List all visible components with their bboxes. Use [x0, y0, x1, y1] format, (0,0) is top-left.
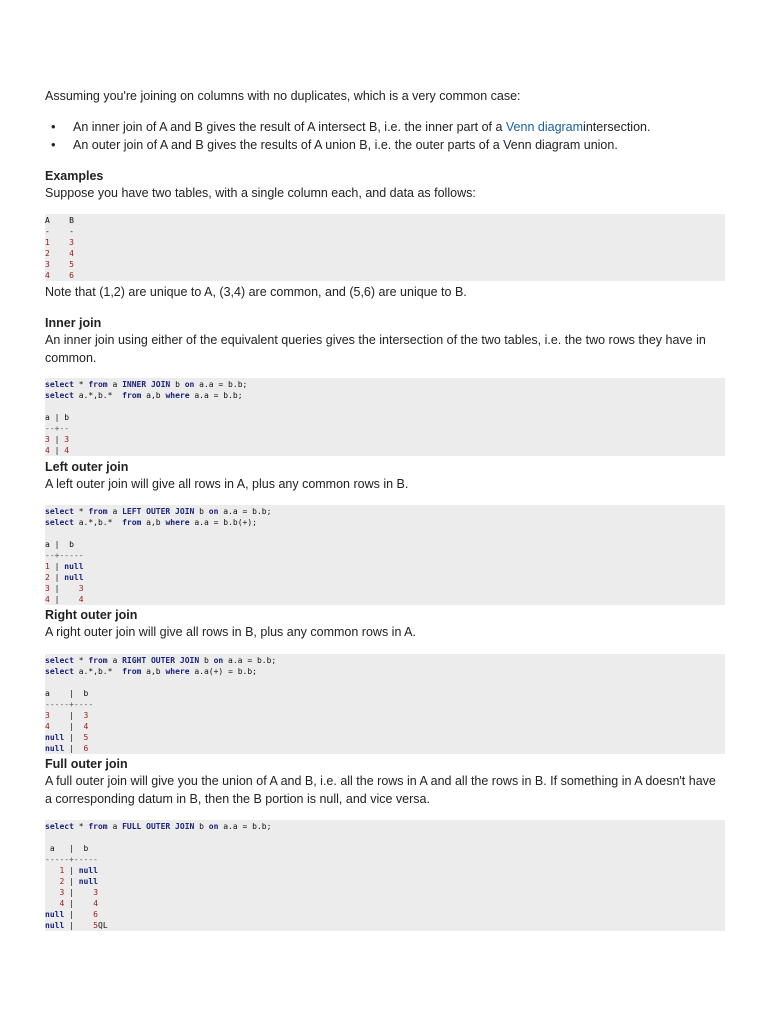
- code-line: 3 | 3: [45, 584, 84, 593]
- full-outer-join-heading: Full outer join: [45, 757, 128, 771]
- code-line: a | b: [45, 844, 89, 853]
- right-outer-join-text: A right outer join will give all rows in B, plus any common rows in A.: [45, 625, 416, 639]
- inner-join-code-block: [45, 378, 725, 456]
- code-line: select * from a INNER JOIN b on a.a = b.b;: [45, 380, 248, 389]
- code-line: null | 6: [45, 744, 89, 753]
- code-line: 3 | 3: [45, 435, 70, 444]
- code-line: 2 | null: [45, 573, 84, 582]
- code-line: null | 6: [45, 910, 98, 919]
- sample-tables-code-block: [45, 214, 725, 281]
- code-line: 4 6: [45, 271, 74, 280]
- code-line: 4 | 4: [45, 446, 70, 455]
- code-line: a | b: [45, 689, 89, 698]
- left-outer-join-text: A left outer join will give all rows in A, plus any common rows in B.: [45, 477, 409, 491]
- code-line: -----+-----: [45, 855, 98, 864]
- code-line: --+--: [45, 424, 70, 433]
- code-line: 2 4: [45, 249, 74, 258]
- uniqueness-note: Note that (1,2) are unique to A, (3,4) are common, and (5,6) are unique to B.: [45, 285, 467, 299]
- examples-heading: Examples: [45, 169, 104, 183]
- bullet-outer-join: [45, 136, 650, 154]
- code-line: select * from a FULL OUTER JOIN b on a.a = b.b;: [45, 822, 272, 831]
- code-line: select a.*,b.* from a,b where a.a = b.b(+);: [45, 518, 257, 527]
- bullet-text-tail: intersection.: [583, 120, 651, 134]
- bullet-text: An outer join of A and B gives the results of A union B, i.e. the outer parts of a Venn diagram union.: [73, 138, 618, 152]
- inner-join-text: An inner join using either of the equivalent queries gives the intersection of the two tables, i.e. the two rows they have in common.: [45, 333, 706, 365]
- bullet-inner-join: [45, 118, 650, 136]
- code-line: 4 | 4: [59, 899, 99, 908]
- code-line: A B: [45, 216, 74, 225]
- code-line: 1 | null: [59, 866, 98, 875]
- code-line: a | b: [45, 413, 70, 422]
- left-outer-join-heading: Left outer join: [45, 460, 129, 474]
- intro-paragraph: Assuming you're joining on columns with no duplicates, which is a very common case:: [45, 89, 521, 103]
- code-line: a | b: [45, 540, 74, 549]
- inner-join-heading: Inner join: [45, 316, 102, 330]
- code-line: -----+----: [45, 700, 94, 709]
- right-outer-join-code-block: [45, 654, 725, 754]
- code-line: --+-----: [45, 551, 84, 560]
- venn-diagram-link[interactable]: Venn diagram: [505, 120, 584, 134]
- left-outer-join-code-block: [45, 505, 725, 605]
- code-line: null | 5QL: [45, 921, 108, 930]
- code-line: 2 | null: [59, 877, 98, 886]
- code-line: 4 | 4: [45, 722, 89, 731]
- join-bullet-list: [45, 118, 650, 154]
- code-line: 3 | 3: [45, 711, 89, 720]
- code-line: null | 5: [45, 733, 89, 742]
- code-line: select a.*,b.* from a,b where a.a = b.b;: [45, 391, 243, 400]
- code-line: 1 | null: [45, 562, 84, 571]
- code-line: 3 5: [45, 260, 74, 269]
- bullet-text: An inner join of A and B gives the result of A intersect B, i.e. the inner part of a: [73, 120, 506, 134]
- full-outer-join-text: A full outer join will give you the union of A and B, i.e. all the rows in A and all the rows in B. If something in A doesn't have a corresponding datum in B, then the B portion is null, and vice versa.: [45, 774, 716, 806]
- code-line: select a.*,b.* from a,b where a.a(+) = b.b;: [45, 667, 257, 676]
- right-outer-join-heading: Right outer join: [45, 608, 138, 622]
- full-outer-join-code-block: [45, 820, 725, 931]
- code-line: 1 3: [45, 238, 74, 247]
- code-line: select * from a LEFT OUTER JOIN b on a.a = b.b;: [45, 507, 272, 516]
- examples-text: Suppose you have two tables, with a single column each, and data as follows:: [45, 186, 476, 200]
- code-line: - -: [45, 227, 74, 236]
- code-line: 3 | 3: [59, 888, 99, 897]
- code-line: 4 | 4: [45, 595, 84, 604]
- code-line: select * from a RIGHT OUTER JOIN b on a.a = b.b;: [45, 656, 277, 665]
